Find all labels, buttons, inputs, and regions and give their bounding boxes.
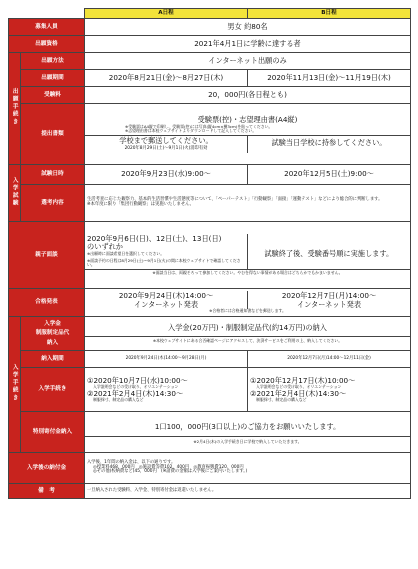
row-exam-date: [9, 165, 411, 185]
eligibility-value: 2021年4月1日に学齢に達する者: [85, 36, 411, 53]
docs-title: 受験票(控)・志望理由書(A4縦): [197, 115, 298, 125]
result-split: [85, 291, 410, 309]
row-enroll-fee: [9, 317, 411, 351]
info-split: [85, 234, 410, 269]
info-b: [248, 234, 411, 269]
after-line3: ◎その他(校納費など)45，000円 (※諸費の金額は入学後にご案内いたします。): [93, 469, 248, 475]
pay-period-a: 2020年9月24日(木)14:00〜9月28日(月): [85, 351, 248, 368]
exam-date-a: 2020年9月23日(水)9:00〜: [85, 165, 248, 185]
after-cell: [85, 453, 411, 484]
admission-schedule-table: [8, 8, 411, 499]
enroll-fee-label3: 納入: [46, 339, 59, 346]
briefing-b2: ②2021年2月4日(木)14:30〜: [250, 388, 347, 398]
docs-a: [85, 136, 248, 153]
row-pay-period: [9, 351, 411, 368]
info-a-line2: のいずれか: [87, 242, 123, 252]
row-remarks: [9, 484, 411, 499]
fee-label: 受験料: [21, 87, 85, 104]
briefing-a1s: 入学説明会などの受け取り、オリエンテーション: [93, 384, 179, 390]
recruit-label: 募集人員: [9, 19, 85, 36]
eligibility-label: 出願資格: [9, 36, 85, 53]
header-blank: [9, 9, 85, 19]
docs-note1: ※受験票はA4縦で印刷し、受験票(控)には写真(縦4cm×横3cm)を貼ってください。: [125, 123, 273, 129]
row-docs: [9, 104, 411, 165]
docs-cell: [85, 104, 411, 165]
briefing-b2s: 制服採寸、制定品の購入など: [256, 396, 307, 402]
briefing-label: 入学手続き: [21, 368, 85, 412]
apply-period-label: 出願期間: [21, 70, 85, 87]
row-apply-method: [9, 53, 411, 70]
header-b-schedule: B日程: [248, 9, 411, 19]
row-eligibility: [9, 36, 411, 53]
info-a-line1: 2020年9月6日(日)、12日(土)、13日(日): [87, 233, 222, 243]
briefing-b1: ①2020年12月17日(木)10:00〜: [250, 375, 356, 385]
enroll-fee-label2: 制服制定品代: [35, 330, 70, 337]
enroll-fee-value: 入学金(20万円)・制服制定品代(約14万円)の納入: [168, 323, 327, 333]
result-label: 合格発表: [9, 289, 85, 317]
exam-content-cell: [85, 185, 411, 222]
row-result: [9, 289, 411, 317]
exam-date-label: 試験日時: [21, 165, 85, 185]
remarks-label: 備 考: [9, 484, 85, 499]
docs-b-main: 試験当日学校に持参してください。: [271, 137, 387, 147]
briefing-a2s: 制服採寸、制定品の購入など: [93, 396, 144, 402]
recruit-value: 男女 約80名: [85, 19, 411, 36]
admission-group-label: 入学手続き: [9, 317, 21, 453]
enroll-fee-note: ※本校ウェブサイトにある合否確認ページにアクセスして、決済サービスをご利用の上、納入してください。: [85, 336, 410, 345]
row-recruit: [9, 19, 411, 36]
exam-content-line1: 生活考査に応じた観察力、基本的生活習慣や生活態度等について、「ペーパーテスト」「行動観察」「面接」「運動テスト」などにより総合的に判断します。: [87, 197, 383, 203]
row-info: [9, 222, 411, 289]
apply-group-label: 出願手続き: [9, 53, 21, 165]
exam-content-line2: ※本年度に限り「集団行動観察」は実施いたしません。: [87, 202, 194, 207]
row-fee: [9, 87, 411, 104]
enroll-fee-cell: [85, 317, 411, 351]
after-label: 入学後の納付金: [9, 453, 85, 484]
apply-period-a: 2020年8月21日(金)〜8月27日(木): [85, 70, 248, 87]
briefing-a: [85, 368, 248, 412]
docs-a-main: 学校まで郵送してください。: [119, 135, 213, 145]
docs-split: [85, 135, 410, 153]
donation-value: 1口100，000円(3口以上)のご協力をお願いいたします。: [154, 421, 341, 431]
row-briefing: [9, 368, 411, 412]
info-note: ※面談当日は、両親そろって参加してください。やむを得ない事情がある場合はどちらかでもかまいません。: [85, 269, 410, 276]
exam-date-b: 2020年12月5日(土)9:00〜: [248, 165, 411, 185]
briefing-b: [248, 368, 411, 412]
docs-note2: ※志望理由書は本校ウェブサイトよりダウンロードして記入してください。: [125, 128, 257, 134]
donation-label: 特別寄付金納入: [21, 412, 85, 453]
result-b1: 2020年12月7日(月)14:00〜: [281, 291, 377, 301]
row-donation: [9, 412, 411, 453]
result-note: ※合格者には合格通知書などを郵送します。: [209, 308, 286, 314]
briefing-a1: ①2020年10月7日(水)10:00〜: [87, 375, 188, 385]
header-a-schedule: A日程: [85, 9, 248, 19]
info-a: [85, 234, 248, 269]
donation-note: ※2月4日(木)の入学手続き日に学校で納入していただきます。: [85, 436, 410, 447]
pay-period-label: 納入期間: [21, 351, 85, 368]
briefing-a2: ②2021年2月4日(木)14:30〜: [87, 388, 184, 398]
apply-method-label: 出願方法: [21, 53, 85, 70]
docs-a-sub: 2020年8月29日(土)〜9月1日(火)消印有効: [124, 145, 208, 151]
exam-group-label: 入学試験: [9, 165, 21, 222]
result-b2: インターネット発表: [296, 299, 362, 309]
after-line1: 入学後、1年間の納入金は、以下の通りです。: [87, 459, 176, 465]
exam-content-label: 選考内容: [21, 185, 85, 222]
row-apply-period: [9, 70, 411, 87]
fee-value: 20，000円(各日程とも): [85, 87, 411, 104]
apply-method-value: インターネット出願のみ: [85, 53, 411, 70]
donation-cell: [85, 412, 411, 453]
enroll-fee-label: [21, 317, 85, 351]
enroll-fee-label1: 入学金: [44, 320, 61, 327]
result-a2: インターネット発表: [133, 299, 199, 309]
info-b-text: 試験終了後、受験番号順に実施します。: [264, 248, 394, 258]
header-row: [9, 9, 411, 19]
apply-period-b: 2020年11月13日(金)〜11月19日(木): [248, 70, 411, 87]
info-label: 親子面談: [9, 222, 85, 289]
info-cell: [85, 222, 411, 289]
result-a: [85, 291, 248, 309]
info-a-note1: ※出願時に面談希望日を選択してください。: [87, 251, 165, 257]
row-exam-content: [9, 185, 411, 222]
result-b: [248, 291, 410, 309]
briefing-b1s: 入学説明会などの受け取り、オリエンテーション: [256, 384, 342, 390]
row-after: [9, 453, 411, 484]
docs-label: 提出書類: [21, 104, 85, 165]
remarks-value: 一旦納入された受験料、入学金、特別寄付金は返還いたしません。: [85, 484, 411, 499]
result-cell: [85, 289, 411, 317]
pay-period-b: 2020年12月7日(月)14:00〜12月11日(金): [248, 351, 411, 368]
result-a1: 2020年9月24日(木)14:00〜: [118, 291, 214, 301]
info-a-note2: ※面談予約の日程は8月29日(土)〜9月1日(火)の間に本校ウェブサイトで確認してください。: [87, 257, 241, 268]
after-line2: ◎授業料468，000円 ◎施設費等費102，400円 ◎教育振興費120，000円: [93, 464, 244, 470]
